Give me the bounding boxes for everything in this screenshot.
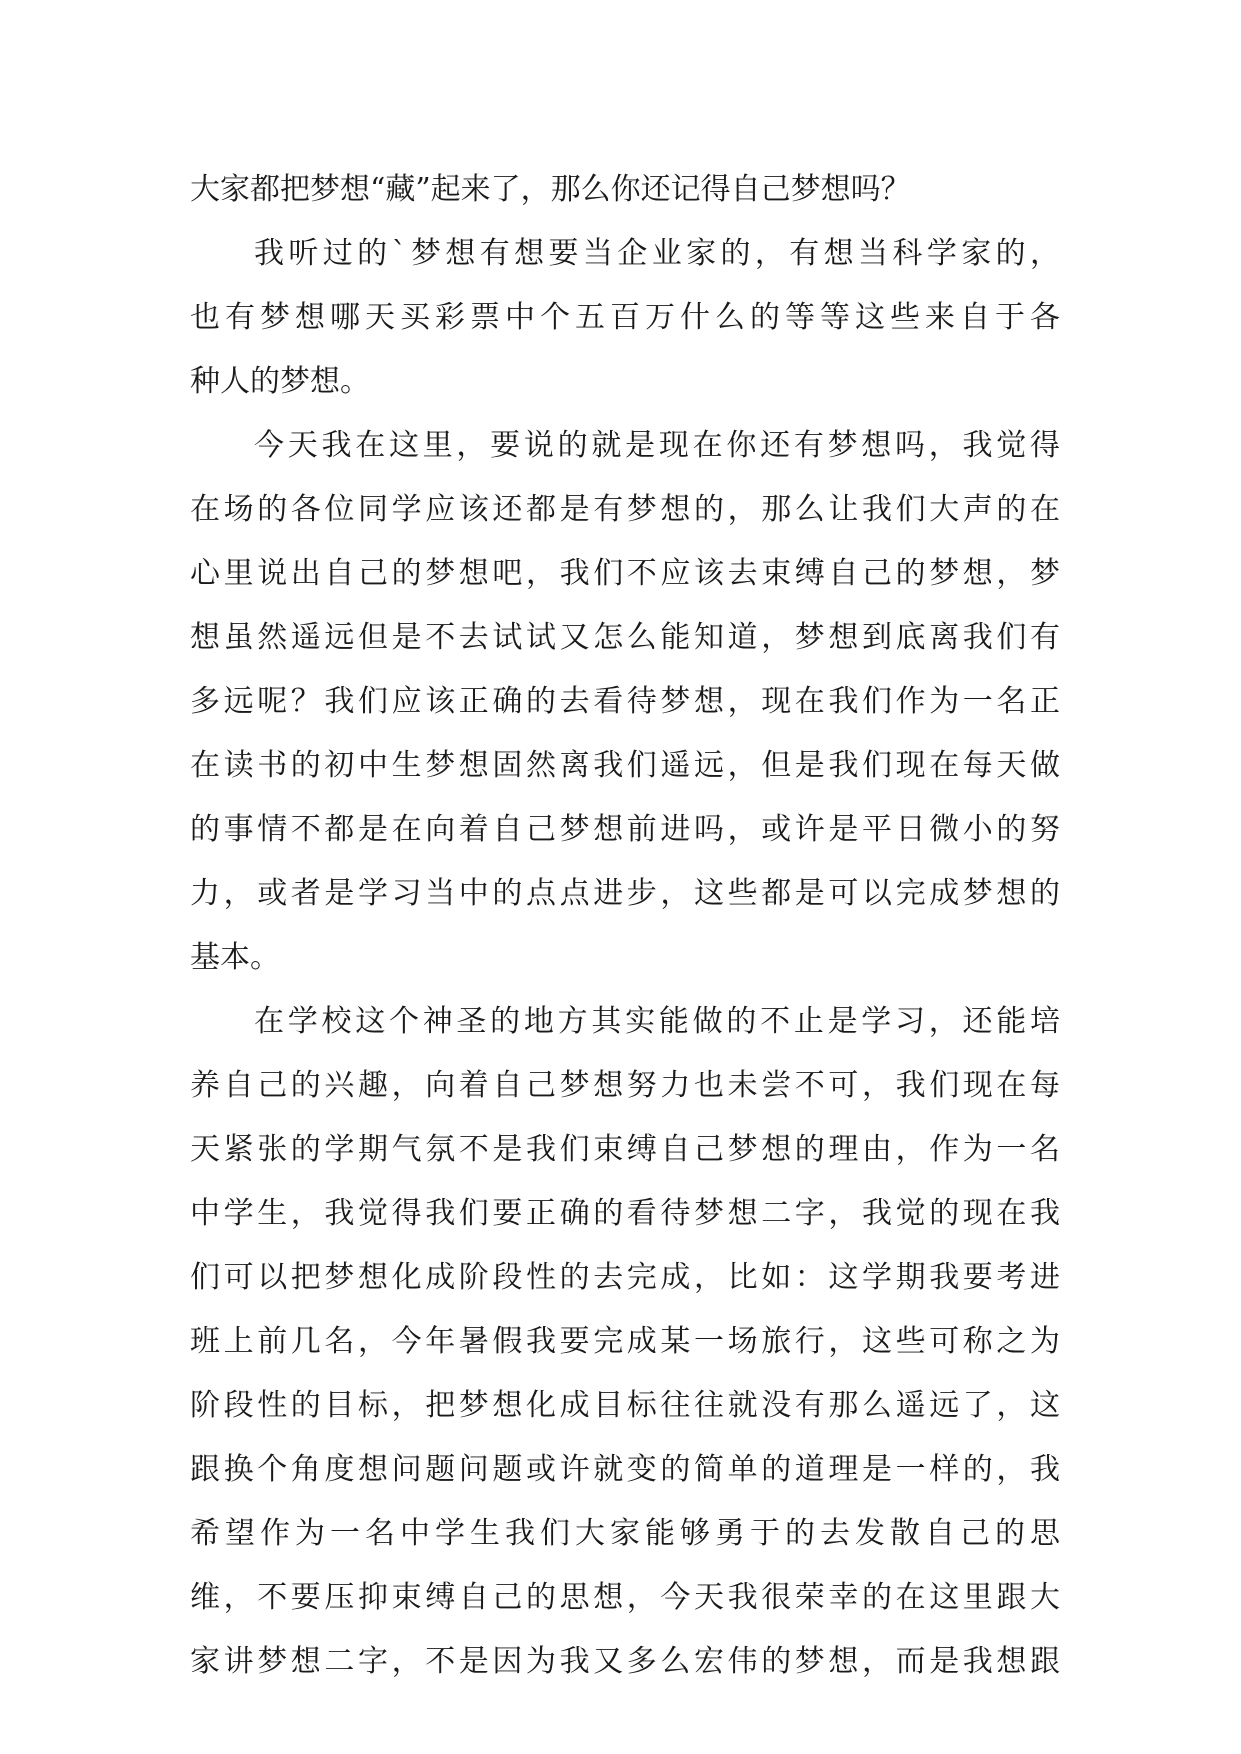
text-line: 天紧张的学期气氛不是我们束缚自己梦想的理由，作为一名 bbox=[190, 1132, 1060, 1167]
text-line: 的事情不都是在向着自己梦想前进吗，或许是平日微小的努 bbox=[190, 812, 1060, 847]
text-line: 在读书的初中生梦想固然离我们遥远，但是我们现在每天做 bbox=[190, 748, 1060, 783]
text-line: 想虽然遥远但是不去试试又怎么能知道，梦想到底离我们有 bbox=[190, 620, 1060, 655]
text-line: 在场的各位同学应该还都是有梦想的，那么让我们大声的在 bbox=[190, 492, 1060, 527]
text-line: 维，不要压抑束缚自己的思想，今天我很荣幸的在这里跟大 bbox=[190, 1580, 1060, 1615]
text-line: 我听过的`梦想有想要当企业家的，有想当科学家的， bbox=[254, 236, 1060, 271]
text-line: 也有梦想哪天买彩票中个五百万什么的等等这些来自于各 bbox=[190, 300, 1060, 335]
text-line: 种人的梦想。 bbox=[190, 364, 370, 399]
text-line: 阶段性的目标，把梦想化成目标往往就没有那么遥远了，这 bbox=[190, 1388, 1060, 1423]
text-line: 大家都把梦想“藏”起来了，那么你还记得自己梦想吗？ bbox=[190, 172, 911, 207]
text-line: 养自己的兴趣，向着自己梦想努力也未尝不可，我们现在每 bbox=[190, 1068, 1060, 1103]
text-line: 今天我在这里，要说的就是现在你还有梦想吗，我觉得 bbox=[254, 428, 1060, 463]
text-line: 们可以把梦想化成阶段性的去完成，比如：这学期我要考进 bbox=[190, 1260, 1060, 1295]
text-line: 家讲梦想二字，不是因为我又多么宏伟的梦想，而是我想跟 bbox=[190, 1644, 1060, 1679]
text-line: 多远呢？我们应该正确的去看待梦想，现在我们作为一名正 bbox=[190, 684, 1060, 719]
document-body bbox=[190, 158, 1060, 1694]
text-line: 心里说出自己的梦想吧，我们不应该去束缚自己的梦想，梦 bbox=[190, 556, 1060, 591]
text-line: 力，或者是学习当中的点点进步，这些都是可以完成梦想的 bbox=[190, 876, 1060, 911]
text-line: 基本。 bbox=[190, 940, 280, 975]
text-line: 中学生，我觉得我们要正确的看待梦想二字，我觉的现在我 bbox=[190, 1196, 1060, 1231]
text-line: 跟换个角度想问题问题或许就变的简单的道理是一样的，我 bbox=[190, 1452, 1060, 1487]
text-line: 班上前几名，今年暑假我要完成某一场旅行，这些可称之为 bbox=[190, 1324, 1060, 1359]
text-line: 在学校这个神圣的地方其实能做的不止是学习，还能培 bbox=[254, 1004, 1060, 1039]
text-line: 希望作为一名中学生我们大家能够勇于的去发散自己的思 bbox=[190, 1516, 1060, 1551]
